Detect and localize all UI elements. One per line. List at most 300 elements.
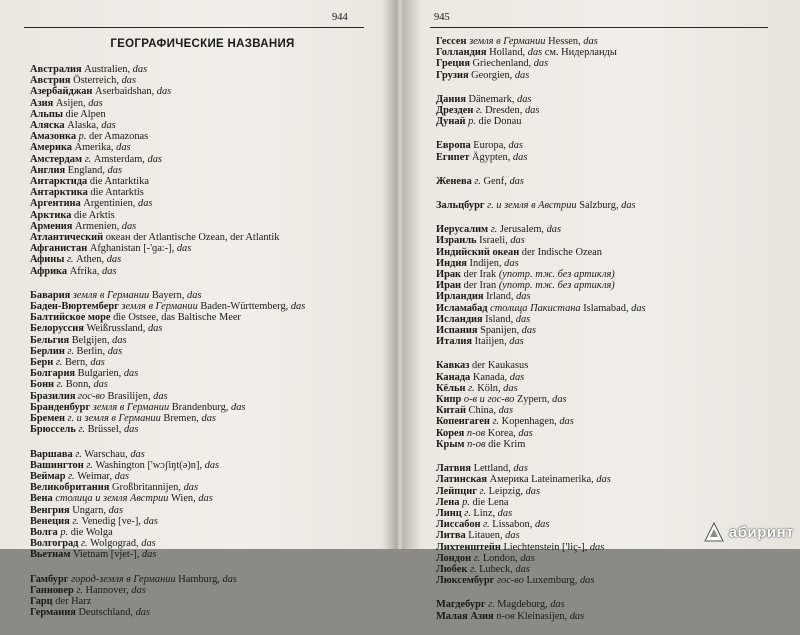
- dictionary-entry: [30, 368, 375, 379]
- gender-article: das: [504, 257, 519, 269]
- headword: Линц: [436, 507, 462, 519]
- dictionary-entry: [436, 200, 781, 211]
- gender-article: das: [101, 120, 116, 132]
- german-term: Lubeck,: [476, 563, 516, 575]
- headword: Гамбург: [30, 573, 69, 585]
- headword: Дунай: [436, 116, 466, 128]
- headword: Зальцбург: [436, 200, 485, 212]
- dictionary-entry: [436, 280, 781, 291]
- headword: Балтийское море: [30, 312, 111, 324]
- dictionary-entry: [30, 109, 375, 120]
- german-term: Washington ['wɔʃiŋt(ə)n],: [92, 459, 205, 471]
- dictionary-entry: [30, 98, 375, 109]
- dictionary-entry: [436, 428, 781, 439]
- dictionary-entry: [30, 379, 375, 390]
- dictionary-entry: [436, 303, 781, 314]
- german-term: Amerika,: [71, 142, 117, 154]
- dictionary-entry: [436, 140, 781, 151]
- dictionary-entry: [436, 553, 781, 564]
- german-term: Island,: [482, 313, 516, 325]
- headword: Лиссабон: [436, 519, 481, 531]
- headword: Венеция: [30, 515, 70, 527]
- section-heading: ГЕОГРАФИЧЕСКИЕ НАЗВАНИЯ: [110, 38, 295, 50]
- headword: Берн: [30, 357, 54, 369]
- german-term: Kleinasijen,: [514, 610, 570, 622]
- headword: Люксембург: [436, 575, 495, 587]
- german-term: Bulgarien,: [75, 368, 124, 380]
- usage-note: г.: [467, 563, 477, 575]
- gender-article: das: [510, 235, 525, 247]
- dictionary-entry: [30, 493, 375, 504]
- german-term: Holland,: [486, 47, 528, 59]
- german-term: Aserbaidshan,: [92, 86, 157, 98]
- gender-article: das: [509, 175, 524, 187]
- headword: Грузия: [436, 69, 469, 81]
- dictionary-entry: [30, 323, 375, 334]
- headword: Женева: [436, 175, 472, 187]
- gender-article: das: [505, 530, 520, 542]
- german-term: Bremen,: [160, 413, 202, 425]
- german-term: Berlin,: [73, 345, 108, 357]
- gender-article: das: [516, 291, 531, 303]
- headword: Китай: [436, 405, 466, 417]
- dictionary-entry: [30, 301, 375, 312]
- watermark-text: абиринт: [728, 523, 794, 541]
- german-term: die Arktis: [71, 209, 115, 221]
- german-term: Hannover,: [82, 584, 132, 596]
- german-term: Georgien,: [468, 69, 515, 81]
- dictionary-entry: [30, 142, 375, 153]
- gender-article: das: [521, 325, 537, 337]
- dictionary-entry: [30, 165, 375, 176]
- dictionary-entry: [30, 516, 375, 527]
- dictionary-entry: [436, 474, 781, 485]
- gender-article: das: [204, 459, 220, 471]
- headword: Крым: [436, 438, 465, 450]
- german-term: Hamburg,: [175, 573, 223, 585]
- gutter-shadow: [402, 0, 420, 549]
- dictionary-entry: [30, 607, 375, 618]
- dictionary-entry: [436, 394, 781, 405]
- dictionary-entry: [436, 599, 781, 610]
- german-term: Weimar,: [74, 470, 115, 482]
- right-page-content: [436, 36, 781, 635]
- usage-note: р.: [76, 131, 87, 143]
- usage-note: г.: [83, 459, 93, 471]
- gender-article: das: [201, 413, 216, 425]
- dictionary-entry: [30, 527, 375, 538]
- gender-article: das: [520, 552, 535, 564]
- dictionary-entry: [30, 424, 375, 435]
- usage-note: г.: [64, 345, 74, 357]
- german-term: Asijen,: [53, 97, 89, 109]
- dictionary-entry: [30, 75, 375, 86]
- dictionary-entry: [436, 224, 781, 235]
- gender-article: das: [121, 220, 137, 232]
- dictionary-entry: [30, 357, 375, 368]
- gender-article: das: [141, 549, 157, 561]
- headword: Бранденбург: [30, 401, 91, 413]
- gender-article: das: [153, 390, 168, 402]
- headword: Болгария: [30, 368, 76, 380]
- german-term: die Krim: [485, 438, 526, 450]
- gender-article: das: [524, 105, 540, 117]
- gender-article: das: [231, 401, 246, 413]
- dictionary-entry: [436, 47, 781, 58]
- gender-article: das: [138, 198, 153, 210]
- german-term: Ägypten,: [469, 151, 513, 163]
- gender-article: das: [198, 493, 213, 505]
- dictionary-entry: [30, 243, 375, 254]
- gender-article: das: [546, 224, 562, 236]
- dictionary-entry: [30, 460, 375, 471]
- headword: Амазонка: [30, 131, 77, 143]
- headword: Волгоград: [30, 538, 79, 550]
- gender-article: das: [515, 563, 530, 575]
- dictionary-entry: [436, 336, 781, 347]
- usage-note: р.: [57, 526, 69, 538]
- gender-article: das: [112, 334, 127, 346]
- usage-note: г.: [471, 552, 481, 564]
- usage-note: р.: [465, 116, 476, 128]
- usage-note: г.: [69, 515, 79, 527]
- gender-article: das: [579, 575, 595, 587]
- headword: Греция: [436, 58, 470, 70]
- german-term: Deutschland,: [75, 607, 136, 619]
- dictionary-entry: [436, 105, 781, 116]
- gender-article: das: [114, 470, 130, 482]
- dictionary-entry: [30, 198, 375, 209]
- gender-article: das: [631, 302, 646, 314]
- usage-note: гос-во: [75, 390, 105, 402]
- dictionary-entry: [436, 36, 781, 47]
- headword: Австралия: [30, 64, 82, 75]
- headword: Испания: [436, 325, 478, 337]
- usage-note: г. и земля в Австрии: [484, 200, 577, 212]
- dictionary-entry: [436, 564, 781, 575]
- german-term: Itaiijen,: [472, 336, 510, 348]
- gutter-shadow: [380, 0, 398, 549]
- usage-note: г.: [72, 448, 82, 460]
- gender-article: das: [518, 427, 533, 439]
- gender-article: das: [121, 75, 136, 87]
- headword: Вашингтон: [30, 459, 84, 471]
- dictionary-entry: [30, 471, 375, 482]
- gender-article: das: [512, 151, 528, 163]
- dictionary-entry: [436, 508, 781, 519]
- headword: Лейпциг: [436, 485, 477, 497]
- german-term: Lissabon,: [489, 519, 535, 531]
- headword: Кавказ: [436, 360, 470, 372]
- dictionary-entry: [30, 64, 375, 75]
- headword: Варшава: [30, 448, 73, 460]
- headword: Европа: [436, 140, 471, 152]
- german-term: Korea,: [485, 427, 519, 439]
- german-term: Dresden,: [482, 105, 525, 117]
- headword: Бонн: [30, 379, 55, 391]
- german-term: der Kaukasus: [469, 360, 529, 372]
- header-rule: [24, 27, 364, 28]
- headword: Латинская: [436, 474, 488, 486]
- gender-article: das: [123, 424, 139, 436]
- usage-note: г.: [488, 224, 498, 236]
- german-term: London,: [480, 552, 521, 564]
- german-term: океан der Atlantische Ozean, der Atlantik: [103, 232, 280, 244]
- dictionary-entry: [436, 360, 781, 371]
- gender-article: das: [187, 289, 202, 301]
- dictionary-entry: [436, 152, 781, 163]
- gender-article: das: [147, 153, 162, 165]
- gender-article: das: [497, 507, 513, 519]
- dictionary-entry: [436, 116, 781, 127]
- entry-group: [30, 574, 375, 619]
- dictionary-entry: [30, 346, 375, 357]
- gender-article: das: [143, 515, 158, 527]
- headword: Исламабад: [436, 302, 488, 314]
- german-term: Brandenburg,: [169, 401, 232, 413]
- entry-group: [436, 360, 781, 450]
- dictionary-entry: [436, 247, 781, 258]
- headword: Индийский океан: [436, 246, 520, 258]
- headword: Германия: [30, 607, 76, 619]
- german-term: Bern,: [62, 357, 91, 369]
- dictionary-entry: [30, 210, 375, 221]
- dictionary-entry: [436, 269, 781, 280]
- headword: Индия: [436, 257, 467, 269]
- headword: Ирак: [436, 269, 462, 281]
- german-term: Dänemark,: [465, 93, 518, 105]
- german-term: Afghanistan [-'ɡa:-],: [87, 243, 177, 255]
- headword: Азия: [30, 97, 54, 109]
- gender-article: das: [130, 448, 145, 460]
- german-term: Ungarn,: [69, 504, 109, 516]
- usage-note: г.: [461, 507, 471, 519]
- headword: Голландия: [436, 47, 487, 59]
- dictionary-entry: [30, 449, 375, 460]
- german-term: Afrika,: [67, 265, 103, 277]
- headword: Гессен: [436, 36, 467, 47]
- headword: Аляска: [30, 120, 65, 132]
- usage-note: земля в Германии: [70, 289, 150, 301]
- gender-article: das: [569, 610, 585, 622]
- headword: Вьетнам: [30, 549, 71, 561]
- page-number: 945: [434, 12, 450, 23]
- headword: Брюссель: [30, 424, 76, 436]
- headword: Амстердам: [30, 153, 83, 165]
- headword: Канада: [436, 371, 471, 383]
- headword: Дрезден: [436, 105, 474, 117]
- labyrinth-logo-icon: [703, 521, 725, 543]
- headword: Лихтенштейн: [436, 541, 501, 553]
- headword: Антарктида: [30, 176, 88, 188]
- headword: Веймар: [30, 470, 66, 482]
- dictionary-entry: [436, 70, 781, 81]
- gender-article: das: [509, 371, 525, 383]
- usage-note: столица и земля Австрии: [52, 493, 169, 505]
- dictionary-entry: [436, 542, 781, 553]
- german-term: Großbritannijen,: [109, 482, 184, 494]
- headword: Исландия: [436, 313, 483, 325]
- headword: Италия: [436, 336, 473, 348]
- gender-article: das: [552, 394, 567, 406]
- headword: Великобритания: [30, 482, 110, 494]
- german-term: Österreich,: [70, 75, 122, 87]
- dictionary-entry: [436, 372, 781, 383]
- german-term: Amsterdam,: [91, 153, 148, 165]
- headword: Лондон: [436, 552, 472, 564]
- gender-article: das: [509, 336, 524, 348]
- dictionary-entry: [30, 131, 375, 142]
- german-term: Warschau,: [81, 448, 131, 460]
- gender-article: das: [90, 357, 105, 369]
- dictionary-entry: [30, 505, 375, 516]
- german-term: der Amazonas: [86, 131, 149, 143]
- dictionary-entry: [436, 405, 781, 416]
- german-term: Islamabad,: [580, 302, 632, 314]
- headword: Бремен: [30, 413, 65, 425]
- headword: Волга: [30, 526, 58, 538]
- german-term: Indijen,: [466, 257, 505, 269]
- german-term: Kopenhagen,: [499, 416, 560, 428]
- gender-article: das: [107, 345, 123, 357]
- headword: Африка: [30, 265, 68, 277]
- german-term: Israeli,: [476, 235, 511, 247]
- german-term: Bayern,: [149, 289, 188, 301]
- german-term: die Antarktika: [87, 176, 149, 188]
- dictionary-entry: [30, 120, 375, 131]
- gender-article: das: [106, 254, 122, 266]
- headword: Дания: [436, 93, 466, 105]
- gender-article: das: [559, 416, 574, 428]
- headword: Египет: [436, 151, 470, 163]
- german-term: China,: [465, 405, 499, 417]
- german-term: Magdeburg,: [494, 599, 551, 611]
- usage-note: г.: [64, 254, 74, 266]
- gender-article: das: [534, 519, 550, 531]
- usage-note: п-ов: [493, 610, 515, 622]
- german-term: Brüssel,: [85, 424, 124, 436]
- gender-article: das: [503, 382, 518, 394]
- german-term: Wien,: [168, 493, 199, 505]
- gender-article: das: [131, 584, 146, 596]
- german-term: die Lena: [469, 496, 509, 508]
- headword: Вена: [30, 493, 53, 505]
- headword: Израиль: [436, 235, 477, 247]
- gender-article: das: [508, 140, 523, 152]
- dictionary-entry: [436, 611, 781, 622]
- dictionary-entry: [30, 585, 375, 596]
- german-term: Irland,: [483, 291, 517, 303]
- german-term: Brasilijen,: [104, 390, 154, 402]
- german-term: Athen,: [73, 254, 107, 266]
- german-term: Griechenland,: [469, 58, 534, 70]
- german-term: Armenien,: [72, 220, 122, 232]
- headword: Копенгаген: [436, 416, 490, 428]
- gender-article: das: [108, 504, 124, 516]
- german-term: der Irak: [461, 269, 499, 281]
- german-term: die Wolga: [68, 526, 113, 538]
- gender-article: das: [132, 64, 148, 75]
- dictionary-entry: [436, 463, 781, 474]
- german-term: die Ostsee, das Baltische Meer: [110, 312, 241, 324]
- dictionary-entry: [436, 497, 781, 508]
- german-term: Litauen,: [465, 530, 506, 542]
- dictionary-entry: [436, 291, 781, 302]
- gender-article: das: [498, 405, 513, 417]
- usage-note: р.: [459, 496, 470, 508]
- headword: Бельгия: [30, 334, 70, 346]
- german-term: Hessen,: [545, 36, 584, 47]
- gender-article: das: [525, 485, 541, 497]
- german-term: der Iran: [461, 280, 499, 292]
- headword: Антарктика: [30, 187, 88, 199]
- german-term: der Harz: [52, 595, 92, 607]
- entry-group: [436, 224, 781, 347]
- dictionary-entry: [436, 258, 781, 269]
- usage-note: (употр. тж. без артикля): [498, 269, 615, 281]
- german-term: Venedig [ve-],: [78, 515, 144, 527]
- dictionary-entry: [30, 221, 375, 232]
- dictionary-entry: [30, 232, 375, 243]
- usage-note: г.: [489, 416, 500, 428]
- german-term: Weißrussland,: [83, 323, 148, 335]
- dictionary-entry: [30, 402, 375, 413]
- german-term: Kanada,: [470, 371, 510, 383]
- gender-article: das: [583, 36, 598, 47]
- dictionary-entry: [30, 391, 375, 402]
- german-term: England,: [65, 164, 108, 176]
- gender-article: das: [102, 265, 117, 277]
- left-page-content: [30, 36, 375, 631]
- entry-group: [436, 200, 781, 211]
- usage-note: г.: [54, 379, 64, 391]
- headword: Ирландия: [436, 291, 484, 303]
- usage-note: г.: [73, 584, 83, 596]
- headword: Магдебург: [436, 599, 486, 611]
- headword: Англия: [30, 164, 66, 176]
- dictionary-entry: [30, 187, 375, 198]
- dictionary-entry: [30, 154, 375, 165]
- gender-article: das: [513, 463, 528, 475]
- gender-article: das: [290, 301, 306, 313]
- headword: Армения: [30, 220, 73, 232]
- german-term: Australien,: [81, 64, 133, 75]
- usage-note: г.: [78, 538, 88, 550]
- german-term: Belgijen,: [69, 334, 113, 346]
- headword: Кёльн: [436, 382, 466, 394]
- german-term: Bonn,: [63, 379, 94, 391]
- usage-note: гос-во: [494, 575, 524, 587]
- german-term: Leipzig,: [486, 485, 526, 497]
- headword: Афганистан: [30, 243, 88, 255]
- usage-note: г.: [82, 153, 92, 165]
- dictionary-entry: [436, 575, 781, 586]
- headword: Любек: [436, 563, 468, 575]
- dictionary-entry: [30, 482, 375, 493]
- entry-group: [436, 36, 781, 81]
- gender-article: das: [107, 164, 122, 176]
- dictionary-entry: [30, 266, 375, 277]
- gender-article: das: [533, 58, 549, 70]
- usage-note: земля в Германии: [118, 301, 198, 313]
- headword: Корея: [436, 427, 465, 439]
- german-term: Luxemburg,: [523, 575, 580, 587]
- gender-article: das: [93, 379, 108, 391]
- usage-note: г.: [473, 105, 483, 117]
- dictionary-entry: [30, 312, 375, 323]
- german-term: Zypern,: [514, 394, 553, 406]
- headword: Афины: [30, 254, 65, 266]
